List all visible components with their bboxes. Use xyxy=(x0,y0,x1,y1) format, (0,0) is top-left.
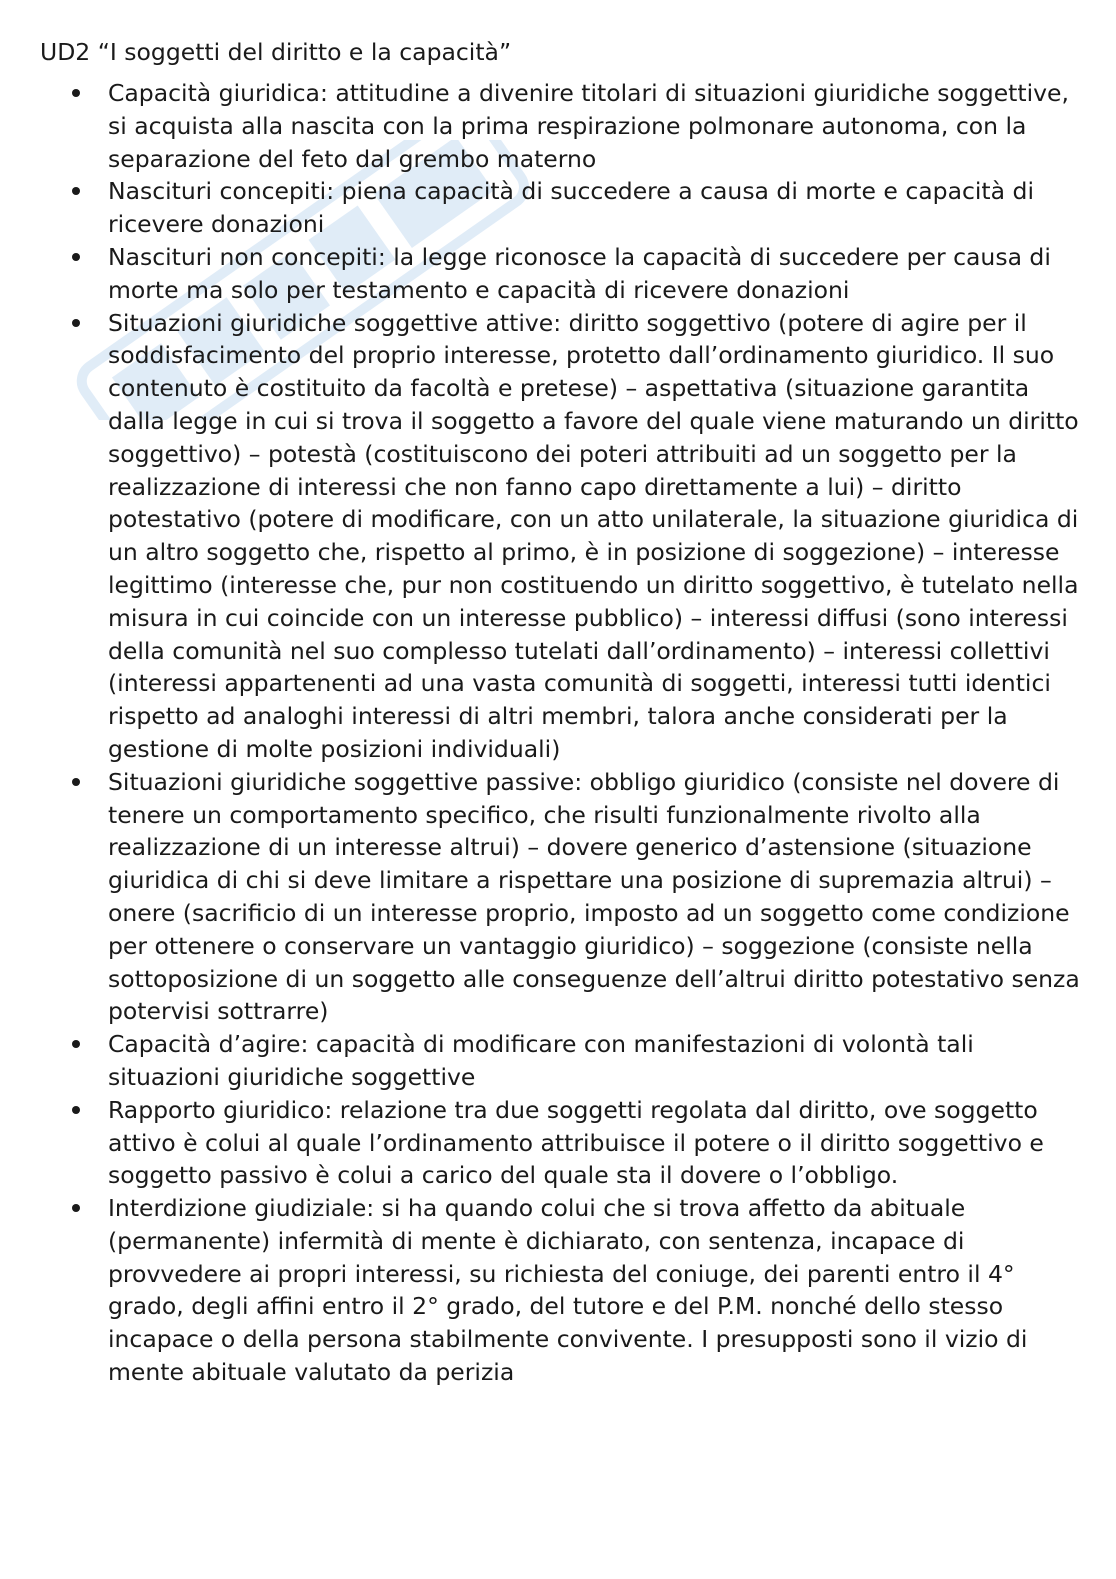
list-item-text: Nascituri non concepiti: la legge riconosce la capacità di succedere per causa di morte ma solo per testamento e capacità di ricevere donazioni xyxy=(108,242,1051,304)
list-item xyxy=(40,1028,1080,1094)
list-item-text: Capacità d’agire: capacità di modificare con manifestazioni di volontà tali situazioni giuridiche soggettive xyxy=(108,1030,974,1091)
list-item xyxy=(40,307,1080,766)
document-title: UD2 “I soggetti del diritto e la capacità” xyxy=(40,38,512,66)
bullet-icon xyxy=(72,319,80,327)
list-item xyxy=(40,1192,1080,1389)
document-page xyxy=(40,36,1080,1389)
list-item xyxy=(40,241,1080,307)
list-item xyxy=(40,1094,1080,1192)
list-item-text: Situazioni giuridiche soggettive attive: diritto soggettivo (potere di agire per il soddisfacimento del proprio interesse, protetto dall’ordinamento giuridico. Il suo contenuto è costituito da facoltà e pretese) – aspettativa (situazione garantita dalla legge in cui si trova il soggetto a favore del quale viene maturando un diritto soggettivo) – potestà (costituiscono dei poteri attribuiti ad un soggetto per la realizzazione di interessi che non fanno capo direttamente a lui) – diritto potestativo (potere di modificare, con un atto unilaterale, la situazione giuridica di un altro soggetto che, rispetto al primo, è in posizione di soggezione) – interesse legittimo (interesse che, pur non costituendo un diritto soggettivo, è tutelato nella misura in cui coincide con un interesse pubblico) – interessi diffusi (sono interessi della comunità nel suo complesso tutelati dall’ordinamento) – interessi collettivi (interessi appartenenti ad una vasta comunità di soggetti, interessi tutti identici rispetto ad analoghi interessi di altri membri, talora anche considerati per la gestione di molte posizioni individuali) xyxy=(108,308,1079,763)
bullet-icon xyxy=(72,1040,80,1048)
list-item-text: Nascituri concepiti: piena capacità di succedere a causa di morte e capacità di ricevere donazioni xyxy=(108,177,1034,239)
list-item-text: Capacità giuridica: attitudine a divenire titolari di situazioni giuridiche soggettive, si acquista alla nascita con la prima respirazione polmonare autonoma, con la separazione del feto dal grembo materno xyxy=(108,79,1069,173)
bullet-icon xyxy=(72,1204,80,1212)
list-item xyxy=(40,766,1080,1028)
bullet-icon xyxy=(72,1106,80,1114)
list-item xyxy=(40,175,1080,241)
bullet-list xyxy=(40,77,1080,1389)
bullet-icon xyxy=(72,253,80,261)
bullet-icon xyxy=(72,187,80,195)
list-item-text: Situazioni giuridiche soggettive passive: obbligo giuridico (consiste nel dovere di tenere un comportamento specifico, che risulti funzionalmente rivolto alla realizzazione di un interesse altrui) – dovere generico d’astensione (situazione giuridica di chi si deve limitare a rispettare una posizione di supremazia altrui) – onere (sacrificio di un interesse proprio, imposto ad un soggetto come condizione per ottenere o conservare un vantaggio giuridico) – soggezione (consiste nella sottoposizione di un soggetto alle conseguenze dell’altrui diritto potestativo senza potervisi sottrarre) xyxy=(108,767,1080,1026)
list-item-text: Interdizione giudiziale: si ha quando colui che si trova affetto da abituale (permanente) infermità di mente è dichiarato, con sentenza, incapace di provvedere ai propri interessi, su richiesta del coniuge, dei parenti entro il 4° grado, degli affini entro il 2° grado, del tutore e del P.M. nonché dello stesso incapace o della persona stabilmente convivente. I presupposti sono il vizio di mente abituale valutato da perizia xyxy=(108,1194,1028,1387)
list-item-text: Rapporto giuridico: relazione tra due soggetti regolata dal diritto, ove soggetto attivo è colui al quale l’ordinamento attribuisce il potere o il diritto soggettivo e soggetto passivo è colui a carico del quale sta il dovere o l’obbligo. xyxy=(108,1095,1044,1190)
list-item xyxy=(40,77,1080,175)
bullet-icon xyxy=(72,89,80,97)
bullet-icon xyxy=(72,778,80,786)
